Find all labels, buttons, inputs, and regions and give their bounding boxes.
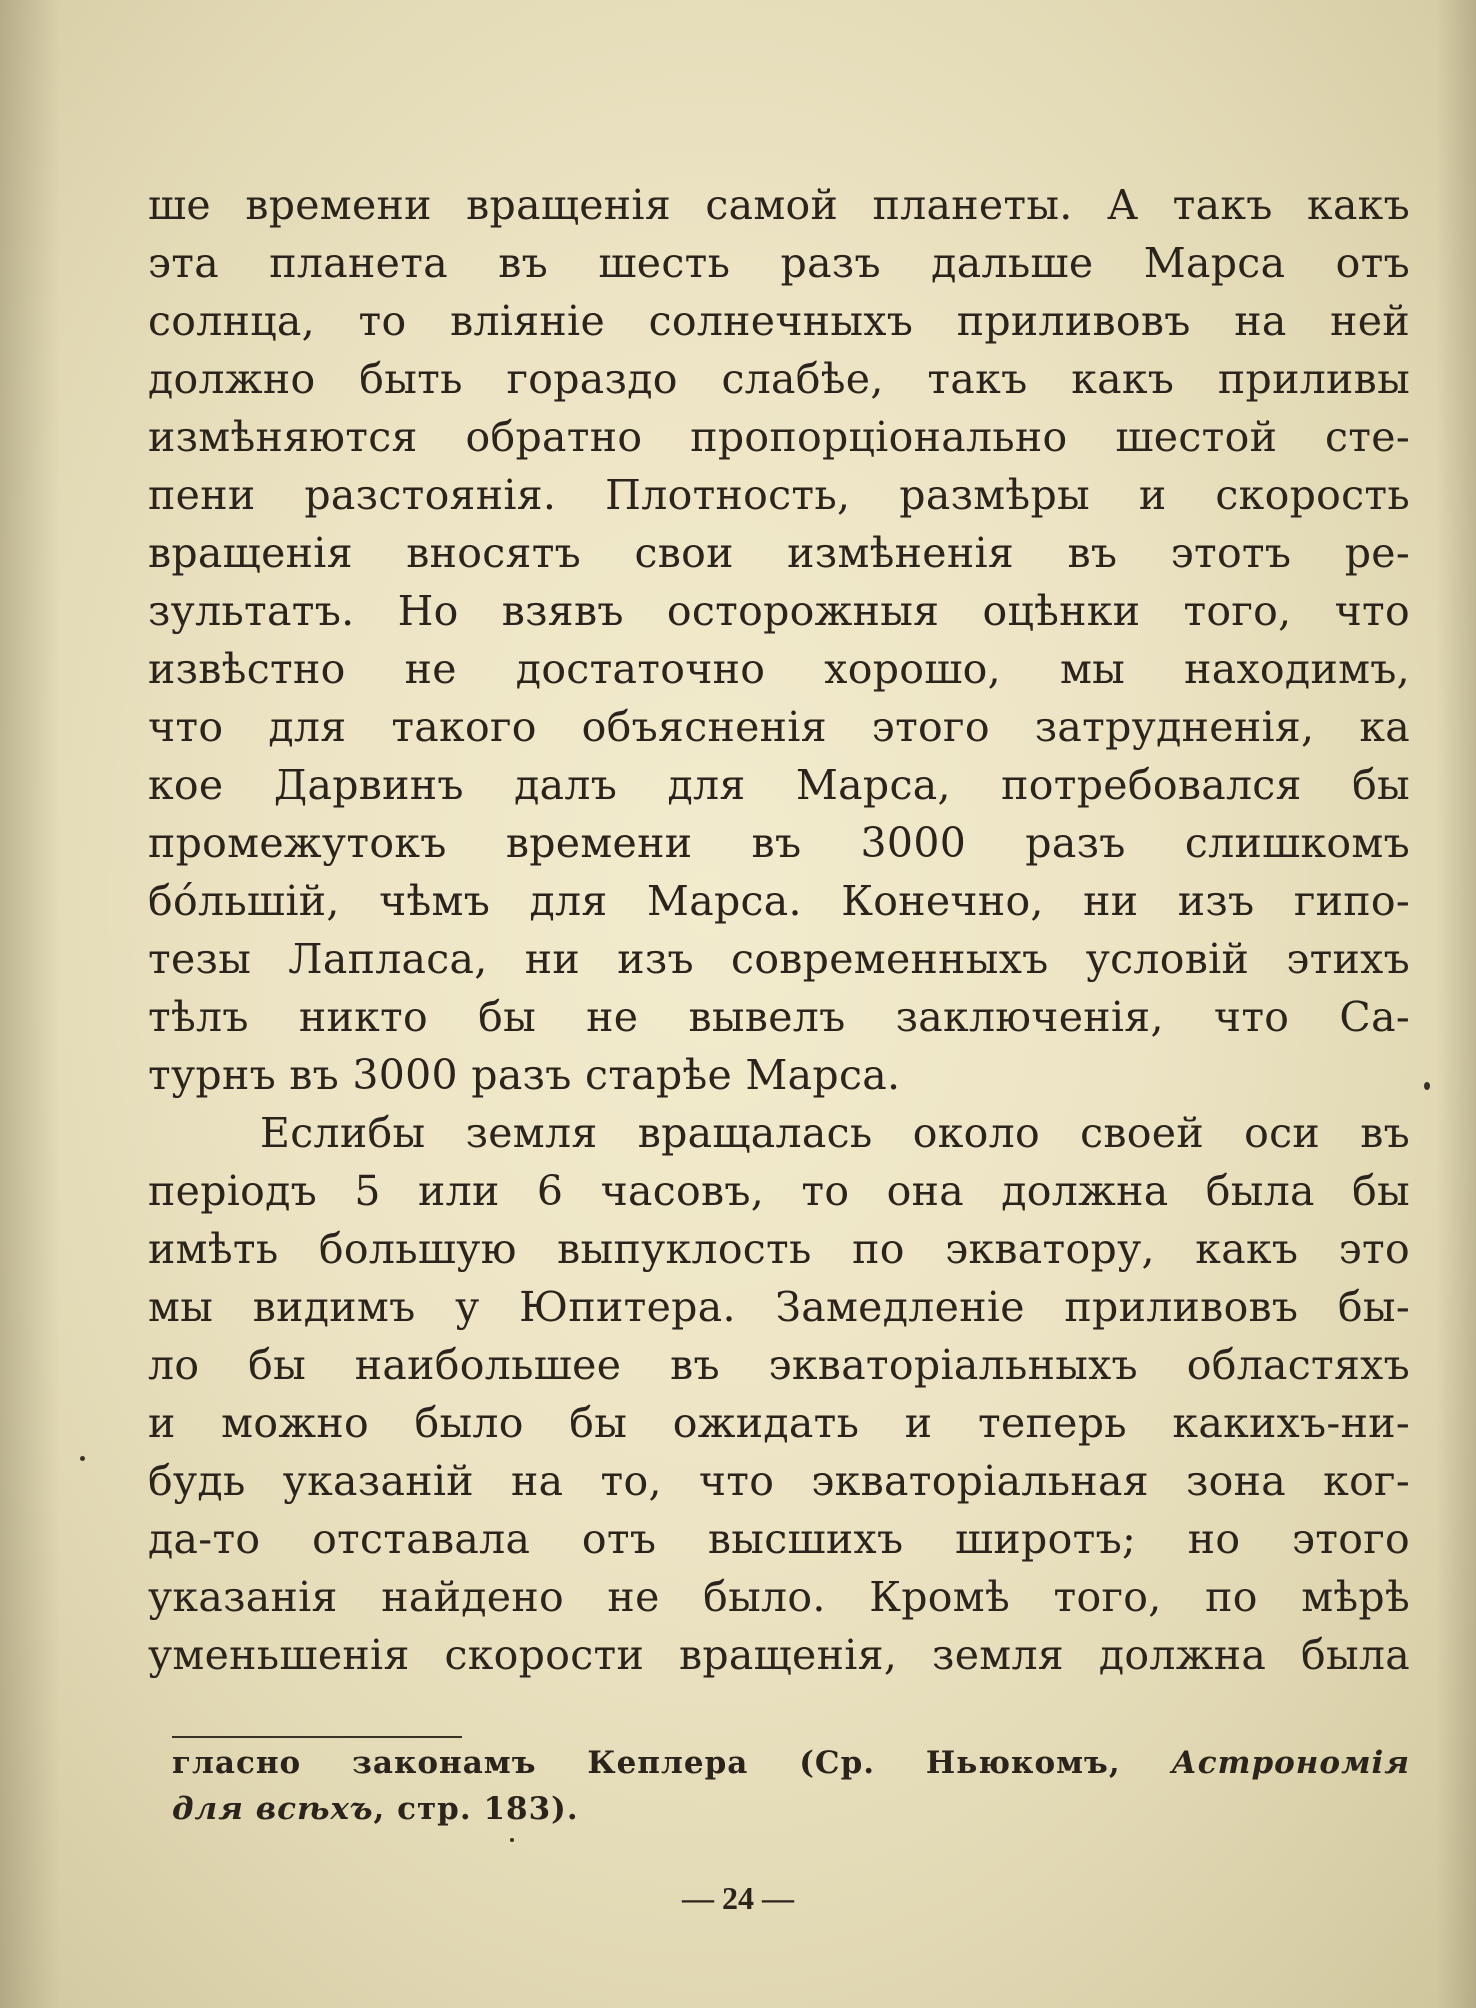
footnote-line-2 xyxy=(172,1786,1410,1832)
page-number: — 24 — xyxy=(682,1880,794,1916)
text-line: что для такого объясненія этого затрудненія, ка xyxy=(148,703,1410,751)
text-line: и можно было бы ожидать и теперь какихъ-ни- xyxy=(148,1399,1410,1447)
ink-speck xyxy=(1424,1082,1430,1090)
text-line: имѣть большую выпуклость по экватору, какъ это xyxy=(148,1225,1410,1273)
paragraph-start-line: Еслибы земля вращалась около своей оси въ xyxy=(260,1109,1410,1157)
text-line: тезы Лапласа, ни изъ современныхъ условій этихъ xyxy=(148,935,1410,983)
ink-speck xyxy=(80,1456,85,1461)
text-line: должно быть гораздо слабѣе, такъ какъ приливы xyxy=(148,355,1410,403)
text-line: тѣлъ никто бы не вывелъ заключенія, что Са- xyxy=(148,993,1410,1041)
text-line: указанія найдено не было. Кромѣ того, по мѣрѣ xyxy=(148,1573,1410,1621)
text-line: измѣняются обратно пропорціонально шестой сте- xyxy=(148,413,1410,461)
text-line: солнца, то вліяніе солнечныхъ приливовъ на ней xyxy=(148,297,1410,345)
footnote-line-1 xyxy=(172,1740,1410,1786)
footnote xyxy=(172,1740,1410,1832)
page-edge-shadow-right xyxy=(1436,0,1476,2008)
text-line: эта планета въ шесть разъ дальше Марса отъ xyxy=(148,239,1410,287)
text-line: вращенія вносятъ свои измѣненія въ этотъ ре- xyxy=(148,529,1410,577)
text-line: будь указаній на то, что экваторіальная зона ког- xyxy=(148,1457,1410,1505)
footnote-text: гласно законамъ Кеплера (Ср. Ньюкомъ, xyxy=(172,1745,1172,1781)
page-edge-shadow-left xyxy=(0,0,60,2008)
footnote-italic-title: Астрономія xyxy=(1171,1745,1410,1781)
text-line: бо́льшій, чѣмъ для Марса. Конечно, ни изъ гипо- xyxy=(148,877,1410,925)
text-line: кое Дарвинъ далъ для Марса, потребовался бы xyxy=(148,761,1410,809)
text-line: мы видимъ у Юпитера. Замедленіе приливовъ бы- xyxy=(148,1283,1410,1331)
text-line: пени разстоянія. Плотность, размѣры и скорость xyxy=(148,471,1410,519)
ink-speck xyxy=(510,1838,514,1842)
text-line: промежутокъ времени въ 3000 разъ слишкомъ xyxy=(148,819,1410,867)
text-line: турнъ въ 3000 разъ старѣе Марса. xyxy=(148,1051,901,1099)
main-text-block xyxy=(148,176,1410,1684)
footnote-text: , стр. 183). xyxy=(373,1791,579,1827)
text-line: ло бы наибольшее въ экваторіальныхъ областяхъ xyxy=(148,1341,1410,1389)
footnote-rule xyxy=(172,1736,462,1738)
text-line: да-то отставала отъ высшихъ широтъ; но этого xyxy=(148,1515,1410,1563)
text-line: зультатъ. Но взявъ осторожныя оцѣнки того, что xyxy=(148,587,1410,635)
text-line: уменьшенія скорости вращенія, земля должна была xyxy=(148,1631,1410,1679)
text-line: періодъ 5 или 6 часовъ, то она должна была бы xyxy=(148,1167,1410,1215)
text-line: извѣстно не достаточно хорошо, мы находимъ, xyxy=(148,645,1410,693)
footnote-italic-title: для всѣхъ xyxy=(172,1791,374,1827)
text-line: ше времени вращенія самой планеты. А такъ какъ xyxy=(148,181,1410,229)
